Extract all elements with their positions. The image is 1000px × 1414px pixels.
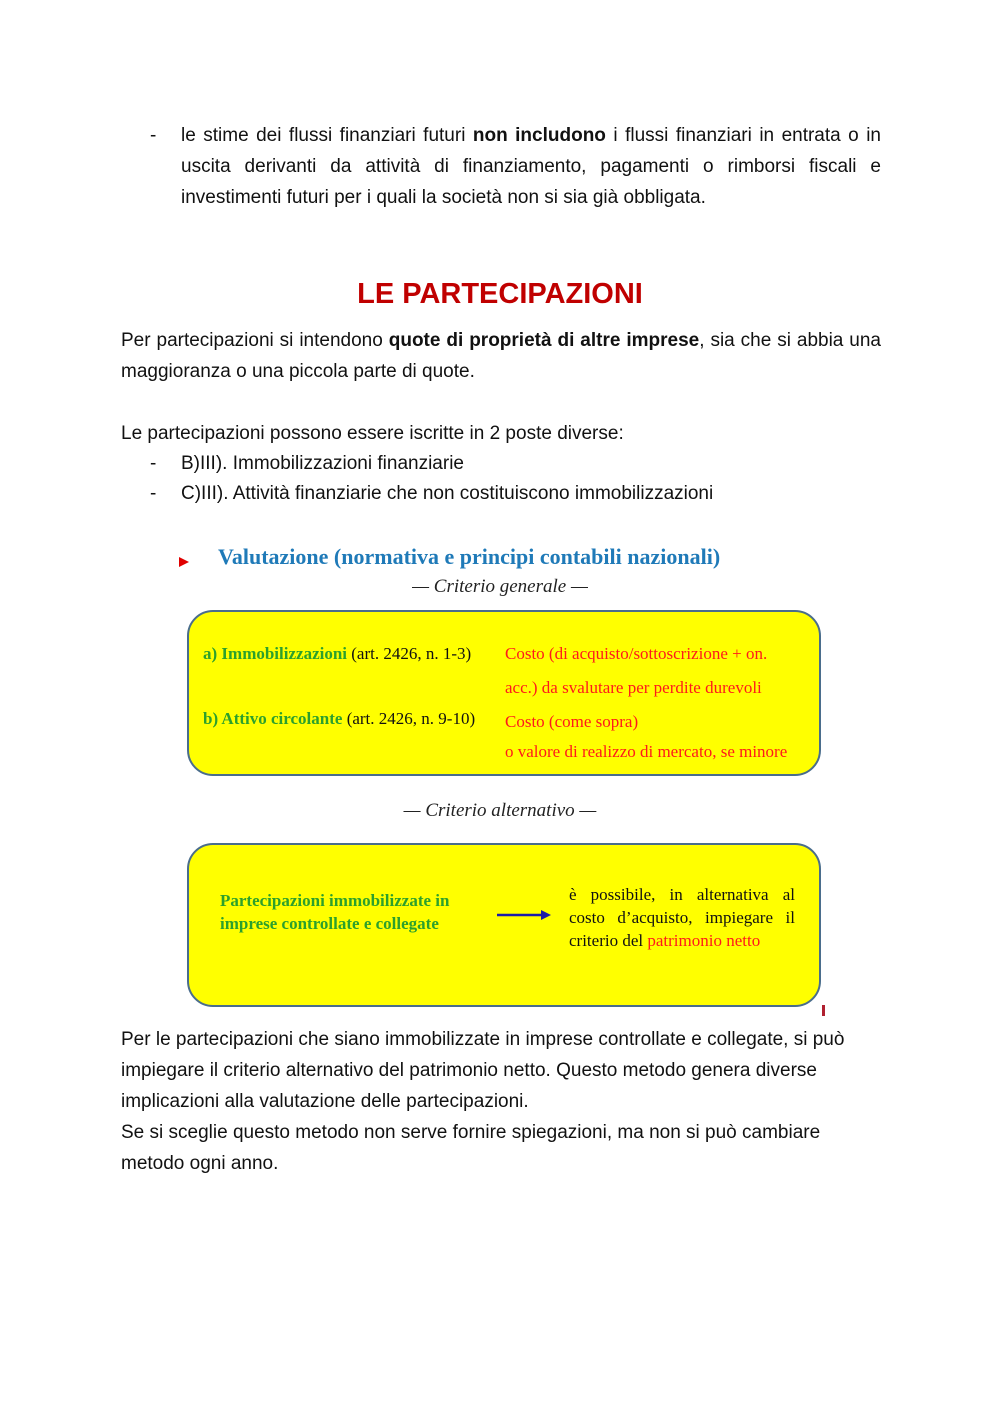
paragraph-poste: Le partecipazioni possono essere iscritte in 2 poste diverse: (121, 423, 624, 444)
paragraph-definition (121, 325, 881, 387)
text: i flussi finanziari in entrata o in uscita derivanti da attività di finanziamento, pagamenti o rimborsi fiscali e investimenti futuri per i quali la società non si sia già obbligata. (181, 125, 881, 208)
list-item: B)III). Immobilizzazioni finanziarie (181, 453, 464, 474)
bold-text: non includono (472, 125, 606, 146)
immobilizzazioni-rule-line1: Costo (di acquisto/sottoscrizione + on. (505, 644, 768, 663)
text: , sia che si abbia una maggioranza o una piccola parte di quote. (121, 330, 882, 382)
text: (art. 2426, n. 1-3) (347, 644, 472, 663)
text: criterio del (569, 931, 648, 950)
text-line: imprese controllate e collegate (220, 914, 439, 933)
alternativa-text (569, 883, 795, 952)
criterio-generale-box (187, 610, 821, 776)
marker-decoration (822, 1005, 825, 1016)
immobilizzazioni-rule-line2: acc.) da svalutare per perdite durevoli (505, 678, 762, 697)
list-dash: - (150, 483, 157, 504)
immobilizzazioni-label (203, 644, 471, 664)
text-line: costo d’acquisto, impiegare il (569, 908, 795, 927)
bold-text: quote di proprietà di altre imprese (388, 330, 700, 351)
text-line: Partecipazioni immobilizzate in (220, 891, 450, 910)
green-text: b) Attivo circolante (203, 709, 343, 728)
attivo-circolante-label (203, 709, 475, 729)
figure-heading: Valutazione (normativa e principi contabili nazionali) (218, 544, 721, 569)
red-text: patrimonio netto (647, 931, 761, 950)
text: (art. 2426, n. 9-10) (342, 709, 476, 728)
attivo-circolante-rule-line2: o valore di realizzo di mercato, se minore (505, 742, 788, 761)
criterio-alternativo-box (187, 843, 821, 1007)
list-dash: - (150, 453, 157, 474)
criterio-generale-label: — Criterio generale — (412, 576, 588, 597)
list-dash: - (150, 125, 157, 146)
text: le stime dei flussi finanziari futuri (181, 125, 473, 146)
green-text: a) Immobilizzazioni (203, 644, 348, 663)
triangle-bullet-icon (178, 556, 190, 568)
attivo-circolante-rule-line1: Costo (come sopra) (505, 712, 639, 731)
text-line: è possibile, in alternativa al (569, 885, 795, 904)
list-item: C)III). Attività finanziarie che non costituiscono immobilizzazioni (181, 483, 714, 504)
partecipazioni-label (220, 889, 449, 935)
paragraph-criterio: Per le partecipazioni che siano immobilizzate in imprese controllate e collegate, si può impiegare il criterio alternativo del patrimonio netto. Questo metodo genera diverse implicazioni alla valutazione delle partecipazioni. (121, 1029, 845, 1112)
criterio-alternativo-label: — Criterio alternativo — (403, 800, 597, 821)
intro-bullet-text (181, 120, 881, 213)
text: Per partecipazioni si intendono (121, 330, 389, 351)
arrow-right-icon (497, 907, 553, 923)
paragraph-metodo: Se si sceglie questo metodo non serve fornire spiegazioni, ma non si può cambiare metodo ogni anno. (121, 1122, 821, 1174)
section-title: LE PARTECIPAZIONI (357, 278, 643, 310)
